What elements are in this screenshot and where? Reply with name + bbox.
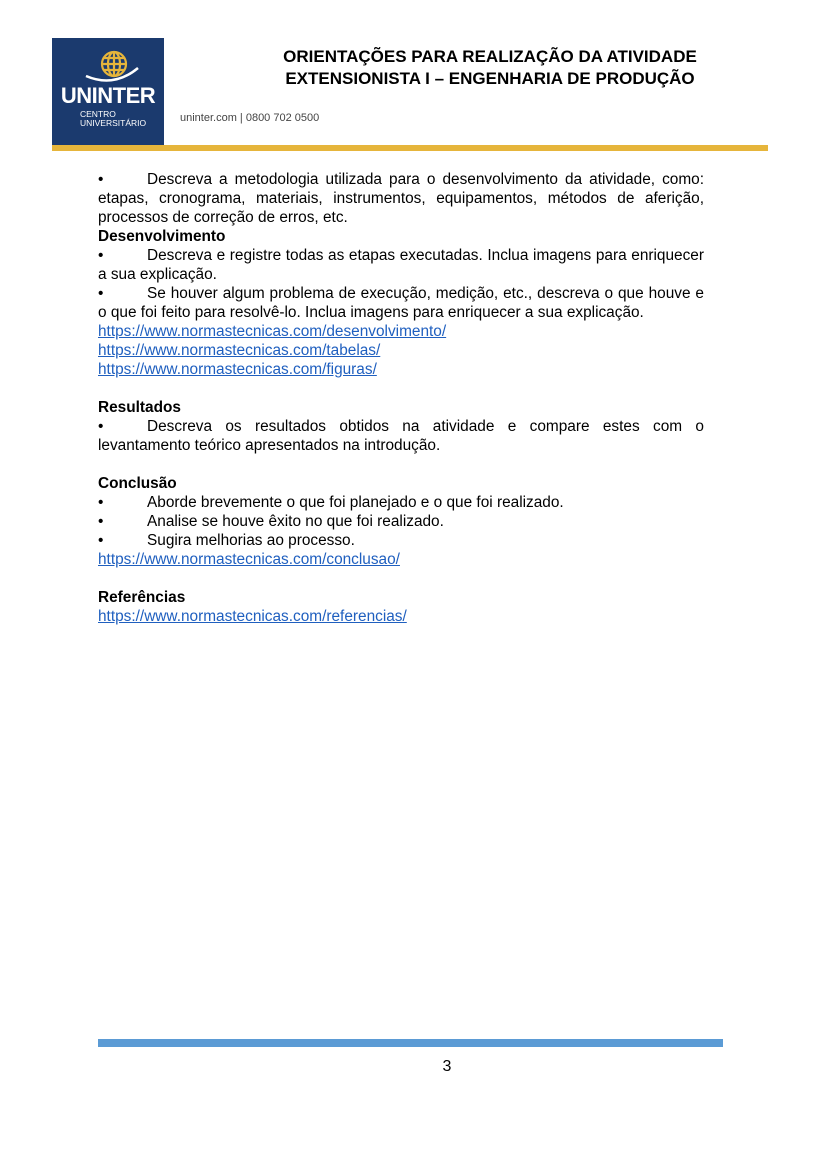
logo-name: UNINTER — [60, 83, 156, 108]
bullet-marker: • — [98, 247, 104, 264]
title-line-1: ORIENTAÇÕES PARA REALIZAÇÃO DA ATIVIDADE — [283, 47, 697, 66]
bullet-text: Descreva e registre todas as etapas executadas. Inclua imagens para enriquecer a sua explicação. — [98, 247, 704, 283]
logo-subtitle — [80, 110, 146, 128]
heading-resultados: Resultados — [98, 399, 181, 416]
logo-sub-line1: CENTRO — [80, 109, 116, 119]
link-referencias[interactable]: https://www.normastecnicas.com/referencias/ — [98, 608, 407, 625]
title-line-2: EXTENSIONISTA I – ENGENHARIA DE PRODUÇÃO — [285, 69, 695, 88]
link-conclusao[interactable]: https://www.normastecnicas.com/conclusao/ — [98, 551, 400, 568]
heading-desenvolvimento: Desenvolvimento — [98, 228, 226, 245]
bullet-text: Descreva os resultados obtidos na atividade e compare estes com o levantamento teórico apresentados na introdução. — [98, 418, 704, 454]
contact-info: uninter.com | 0800 702 0500 — [180, 112, 320, 124]
logo-sub-line2: UNIVERSITÁRIO — [80, 118, 147, 128]
bullet-text: Se houver algum problema de execução, medição, etc., descreva o que houve e o que foi feito para resolvê-lo. Inclua imagens para enriquecer a sua explicação. — [98, 285, 704, 321]
heading-conclusao: Conclusão — [98, 475, 177, 492]
conclusao-bullet-1 — [98, 493, 704, 512]
bullet-marker: • — [98, 532, 104, 549]
resultados-bullet-1 — [98, 417, 704, 455]
bullet-text: Analise se houve êxito no que foi realizado. — [147, 513, 444, 530]
link-tabelas[interactable]: https://www.normastecnicas.com/tabelas/ — [98, 342, 381, 359]
uninter-logo — [52, 38, 164, 145]
link-desenvolvimento[interactable]: https://www.normastecnicas.com/desenvolvimento/ — [98, 323, 447, 340]
header-divider — [52, 145, 768, 151]
globe-icon — [76, 46, 140, 86]
document-body — [98, 170, 704, 626]
bullet-marker: • — [98, 418, 104, 435]
heading-referencias: Referências — [98, 589, 186, 606]
spacer — [98, 379, 704, 398]
bullet-text: Aborde brevemente o que foi planejado e o que foi realizado. — [147, 494, 564, 511]
bullet-marker: • — [98, 513, 104, 530]
spacer — [98, 455, 704, 474]
document-title — [170, 46, 810, 90]
bullet-text: Descreva a metodologia utilizada para o desenvolvimento da atividade, como: etapas, cronograma, materiais, instrumentos, equipamentos, métodos de aferição, processos de correção de erros, etc. — [98, 171, 704, 226]
intro-bullet — [98, 170, 704, 227]
bullet-marker: • — [98, 494, 104, 511]
desenvolvimento-bullet-1 — [98, 246, 704, 284]
link-figuras[interactable]: https://www.normastecnicas.com/figuras/ — [98, 361, 377, 378]
conclusao-bullet-2 — [98, 512, 704, 531]
bullet-marker: • — [98, 285, 104, 302]
spacer — [98, 569, 704, 588]
desenvolvimento-bullet-2 — [98, 284, 704, 322]
footer-divider — [98, 1039, 723, 1047]
conclusao-bullet-3 — [98, 531, 704, 550]
bullet-text: Sugira melhorias ao processo. — [147, 532, 355, 549]
bullet-marker: • — [98, 171, 104, 188]
page-number: 3 — [442, 1058, 452, 1075]
